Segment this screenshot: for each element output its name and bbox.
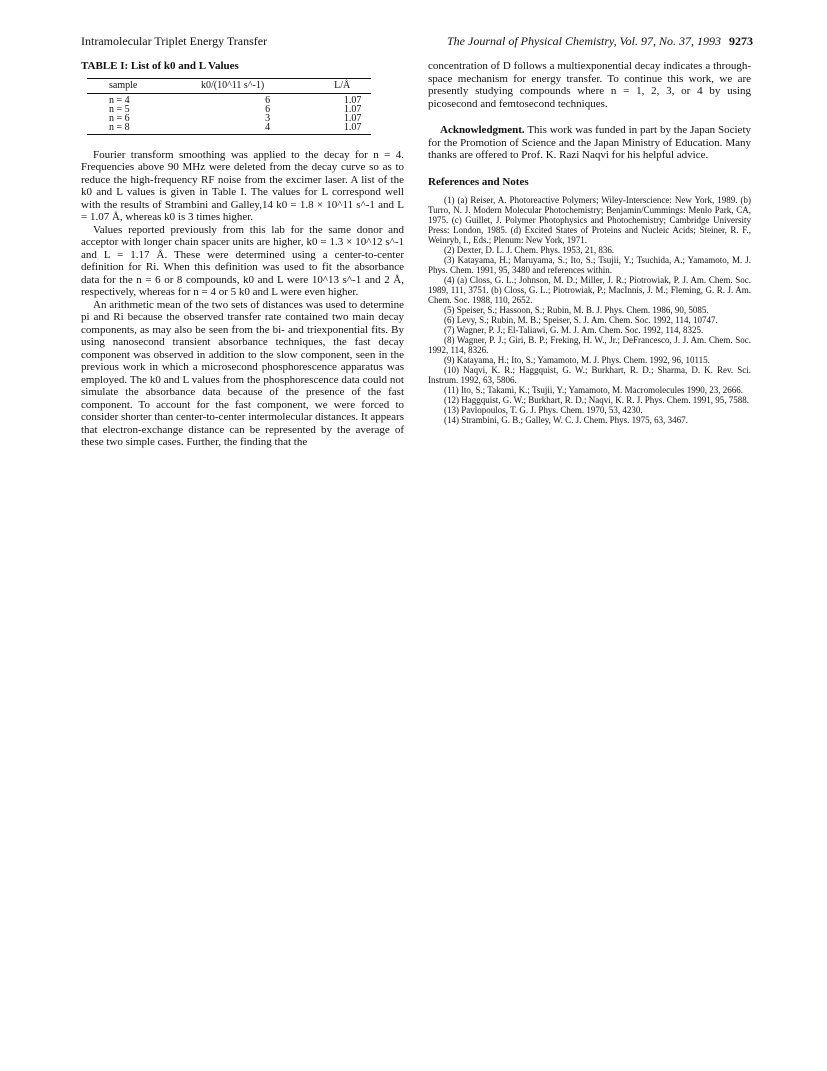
column-header-l: L/Å <box>334 78 371 93</box>
reference-item: (13) Pavlopoulos, T. G. J. Phys. Chem. 1970, 53, 4230. <box>444 405 643 415</box>
column-header-sample: sample <box>87 78 201 93</box>
cell-k0: 3 <box>265 112 271 124</box>
page-header <box>81 34 753 50</box>
cell-k0: 6 <box>265 94 271 106</box>
cell-l: 1.07 <box>334 123 371 135</box>
column-header-k0: k0/(10^11 s^-1) <box>201 78 334 93</box>
body-paragraph: Fourier transform smoothing was applied to the decay for n = 4. Frequencies above 90 MHz were deleted from the decay curve so as to reduce the high-frequency RF noise from the excimer laser. A list of the k0 and L values is given in Table I. The values for L correspond well with the results of Strambini and Galley,14 k0 = 1.8 × 10^11 s^-1 and L = 1.07 Å, whereas k0 is 3 times higher. <box>81 148 404 223</box>
journal-citation <box>447 34 753 49</box>
reference-item: (4) (a) Closs, G. L.; Johnson, M. D.; Miller, J. R.; Piotrowiak, P. J. Am. Chem. Soc. 1989, 111, 3751. (b) Closs, G. L.; Piotrowiak, P.; MacInnis, J. M.; Fleming, G. R. J. Am. Chem. Soc. 1988, 110, 2652. <box>428 275 751 305</box>
table-row <box>87 123 371 135</box>
table-row <box>87 93 371 105</box>
reference-item: (10) Naqvi, K. R.; Haggquist, G. W.; Burkhart, R. D.; Sharma, D. K. Rev. Sci. Instrum. 1992, 63, 5806. <box>428 365 751 385</box>
cell-sample: n = 8 <box>87 123 201 135</box>
table-title: TABLE I: List of k0 and L Values <box>81 60 239 72</box>
page-number: 9273 <box>729 34 753 48</box>
right-column <box>428 60 751 425</box>
cell-k0: 4 <box>201 123 334 135</box>
references-heading: References and Notes <box>428 175 529 188</box>
cell-sample: n = 5 <box>109 103 130 115</box>
cell-l: 1.07 <box>343 103 362 115</box>
cell-sample: n = 6 <box>109 112 130 124</box>
reference-item: (3) Katayama, H.; Maruyama, S.; Ito, S.; Tsujii, Y.; Tsuchida, A.; Yamamoto, M. J. Phys. Chem. 1991, 95, 3480 and references within. <box>428 255 751 275</box>
reference-item: (11) Ito, S.; Takami, K.; Tsujii, Y.; Yamamoto, M. Macromolecules 1990, 23, 2666. <box>444 385 744 395</box>
cell-l: 1.07 <box>343 112 362 124</box>
cell-sample: n = 4 <box>109 94 130 106</box>
acknowledgment <box>428 124 751 162</box>
acknowledgment-text: This work was funded in part by the Japan Society for the Promotion of Science and the Japan Ministry of Education. Many thanks are offered to Prof. K. Razi Naqvi for his helpful advice. <box>428 124 751 161</box>
reference-item: (9) Katayama, H.; Ito, S.; Yamamoto, M. J. Phys. Chem. 1992, 96, 10115. <box>444 355 710 365</box>
reference-item: (6) Levy, S.; Rubin, M. B.; Speiser, S. J. Am. Chem. Soc. 1992, 114, 10747. <box>444 315 718 325</box>
reference-item: (5) Speiser, S.; Hassoon, S.; Rubin, M. B. J. Phys. Chem. 1986, 90, 5085. <box>444 305 709 315</box>
reference-item: (7) Wagner, P. J.; El-Taliawi, G. M. J. Am. Chem. Soc. 1992, 114, 8325. <box>444 325 704 335</box>
running-title: Intramolecular Triplet Energy Transfer <box>81 34 268 48</box>
reference-item: (12) Haggquist, G. W.; Burkhart, R. D.; Naqvi, K. R. J. Phys. Chem. 1991, 95, 7588. <box>444 395 749 405</box>
journal-name: The Journal of Physical Chemistry, Vol. 97, No. 37, 1993 <box>447 34 721 48</box>
reference-item: (1) (a) Reiser, A. Photoreactive Polymers; Wiley-Interscience: New York, 1989. (b) Turro, N. J. Modern Molecular Photochemistry; Benjamin/Cummings: Menlo Park, CA, 1975. (c) Guillet, J. Polymer Photophysics and Photochemistry; Cambridge University Press: London, 1985. (d) Excited States of Proteins and Nucleic Acids; Steiner, R. F., Weinryb, I., Eds.; Plenum: New York, 1971. <box>428 195 751 245</box>
body-paragraph: Values reported previously from this lab for the same donor and acceptor with longer chain spacer units are higher, k0 = 1.3 × 10^12 s^-1 and L = 1.17 Å. These were determined using a center-to-center definition for Ri. When this definition was used to fit the absorbance data for the n = 6 or 8 compounds, k0 and L were 10^13 s^-1 and 2 Å, respectively, whereas for n = 4 or 5 k0 and L were even higher. <box>81 223 404 298</box>
body-paragraph: concentration of D follows a multiexponential decay indicates a through-space mechanism for energy transfer. To continue this work, we are presently studying compounds where n = 1, 2, 3, or 4 by using picosecond and femtosecond techniques. <box>428 60 751 110</box>
reference-item: (2) Dexter, D. L. J. Chem. Phys. 1953, 21, 836. <box>444 245 615 255</box>
cell-k0: 6 <box>265 103 271 115</box>
reference-item: (14) Strambini, G. B.; Galley, W. C. J. Chem. Phys. 1975, 63, 3467. <box>444 415 688 425</box>
references-list <box>428 195 751 425</box>
body-paragraph: An arithmetic mean of the two sets of distances was used to determine pi and Ri because the observed transfer rate contained two main decay components, as may also be seen from the bi- and triexponential fits. By using nanosecond transient absorbance techniques, the fast decay component was observed in addition to the slow component, seen in the previous work in which a microsecond phosphorescence apparatus was employed. The k0 and L values from the phosphorescence data could not simulate the absorbance data because of the presence of the fast component. To account for the fast component, we were forced to consider shorter than center-to-center intermolecular distances. It appears that electron-exchange distance can be represented by the average of these two simple cases. Further, the finding that the <box>81 298 404 448</box>
table-header-row <box>87 78 371 93</box>
reference-item: (8) Wagner, P. J.; Giri, B. P.; Freking, H. W., Jr.; DeFrancesco, J. J. Am. Chem. Soc. 1992, 114, 8326. <box>428 335 751 355</box>
left-column <box>81 60 404 449</box>
cell-l: 1.07 <box>343 94 362 106</box>
acknowledgment-label: Acknowledgment. <box>440 124 525 136</box>
values-table <box>87 78 371 135</box>
